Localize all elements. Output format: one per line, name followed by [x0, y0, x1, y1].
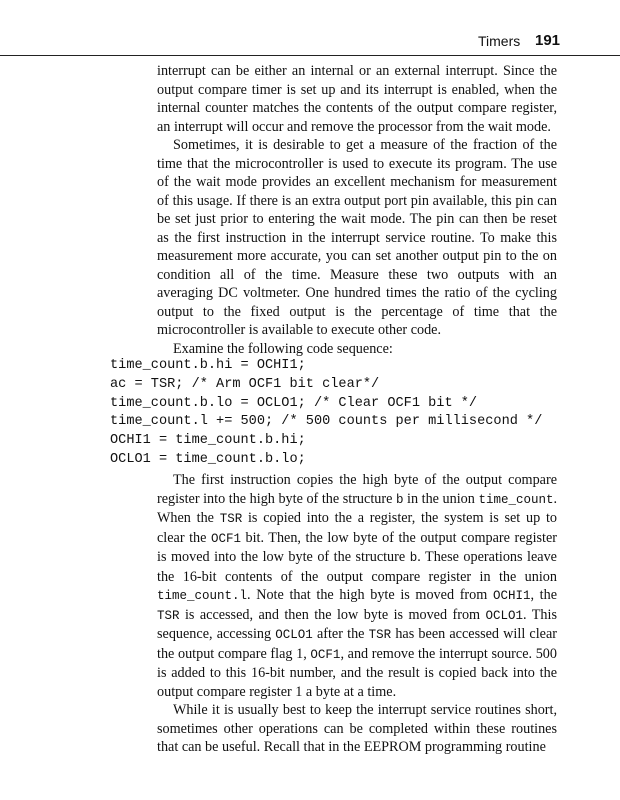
code-line-2: ac = TSR; /* Arm OCF1 bit clear*/ — [110, 376, 380, 392]
body-text-bottom — [157, 471, 557, 757]
code-line-6: OCLO1 = time_count.b.lo; — [110, 451, 306, 467]
p4-text-4: is copied into the a register, the system is set up to clear the — [157, 510, 557, 546]
p4-text-2: in the union — [403, 490, 479, 507]
p4-code-11: TSR — [368, 628, 392, 642]
paragraph-4 — [157, 471, 557, 701]
paragraph-3: Examine the following code sequence: — [173, 340, 393, 357]
code-listing — [110, 357, 570, 470]
section-title: Timers — [478, 33, 521, 49]
p4-text-12: has been accessed will clear the output compare flag 1, — [157, 626, 557, 662]
p4-code-8: TSR — [157, 608, 180, 623]
header-rule — [0, 55, 620, 56]
paragraph-1: interrupt can be either an internal or an external interrupt. Since the output compare timer is set up and its interrupt is enabled, when the internal counter matches the contents of the output compare register, an interrupt will occur and remove the processor from the wait mode. — [157, 63, 557, 135]
code-line-4: time_count.l += 500; /* 500 counts per millisecond */ — [110, 414, 543, 430]
paragraph-2: Sometimes, it is desirable to get a measure of the fraction of the time that the microcontroller is used to execute its program. The use of the wait mode provides an excellent mechanism for measurement of this usage. If there is an extra output port pin available, this pin can be set just prior to entering the wait mode. The pin can then be reset as the first instruction in the interrupt service routine. To make this measurement more accurate, you can set another output pin to the on condition all of the time. Measure these two outputs with an averaging DC voltmeter. One hundred times the ratio of the cycling output to the fixed output is the percentage of time that the microcontroller is available to execute other code. — [157, 137, 557, 338]
p4-code-6: time_count.l — [157, 589, 248, 603]
code-line-3: time_count.b.lo = OCLO1; /* Clear OCF1 bit */ — [110, 395, 478, 411]
p4-code-12: OCF1 — [310, 647, 341, 662]
page-number: 191 — [535, 32, 561, 49]
p4-text-6: . These operations leave the 16-bit contents of the output compare register in the union — [157, 549, 557, 585]
running-header — [0, 0, 620, 55]
p4-text-7: . Note that the high byte is moved from — [247, 587, 493, 603]
p4-text-9: is accessed, and then the low byte is moved from — [179, 606, 486, 623]
p4-text-1: The first instruction copies the high byte of the output compare register into the high byte of the structure — [157, 472, 557, 507]
p4-text-5: bit. Then, the low byte of the output compare register is moved into the low byte of the structure — [157, 529, 558, 565]
p4-text-3: . When the — [157, 490, 557, 526]
code-line-1: time_count.b.hi = OCHI1; — [110, 358, 306, 373]
p4-text-13: , and remove the interrupt source. 500 is added to this 16-bit number, and the result is copied back into the output compare register 1 a byte at a time. — [157, 645, 557, 700]
p4-text-11: after the — [312, 626, 369, 642]
p4-code-9: OCLO1 — [485, 608, 524, 623]
p4-text-8: , the — [530, 587, 557, 603]
p4-text-10: . This sequence, accessing — [157, 606, 557, 642]
p4-code-1: b — [395, 492, 404, 507]
p4-code-4: OCF1 — [210, 531, 241, 546]
p4-code-7: OCHI1 — [492, 589, 531, 603]
code-line-5: OCHI1 = time_count.b.hi; — [110, 433, 306, 449]
p4-code-2: time_count — [478, 492, 554, 507]
paragraph-5: While it is usually best to keep the interrupt service routines short, sometimes other operations can be completed within these routines that can be useful. Recall that in the EEPROM programming routine — [157, 702, 557, 755]
body-text-top — [157, 62, 557, 358]
p4-code-5: b — [409, 551, 418, 565]
p4-code-10: OCLO1 — [275, 628, 313, 642]
p4-code-3: TSR — [219, 512, 243, 526]
